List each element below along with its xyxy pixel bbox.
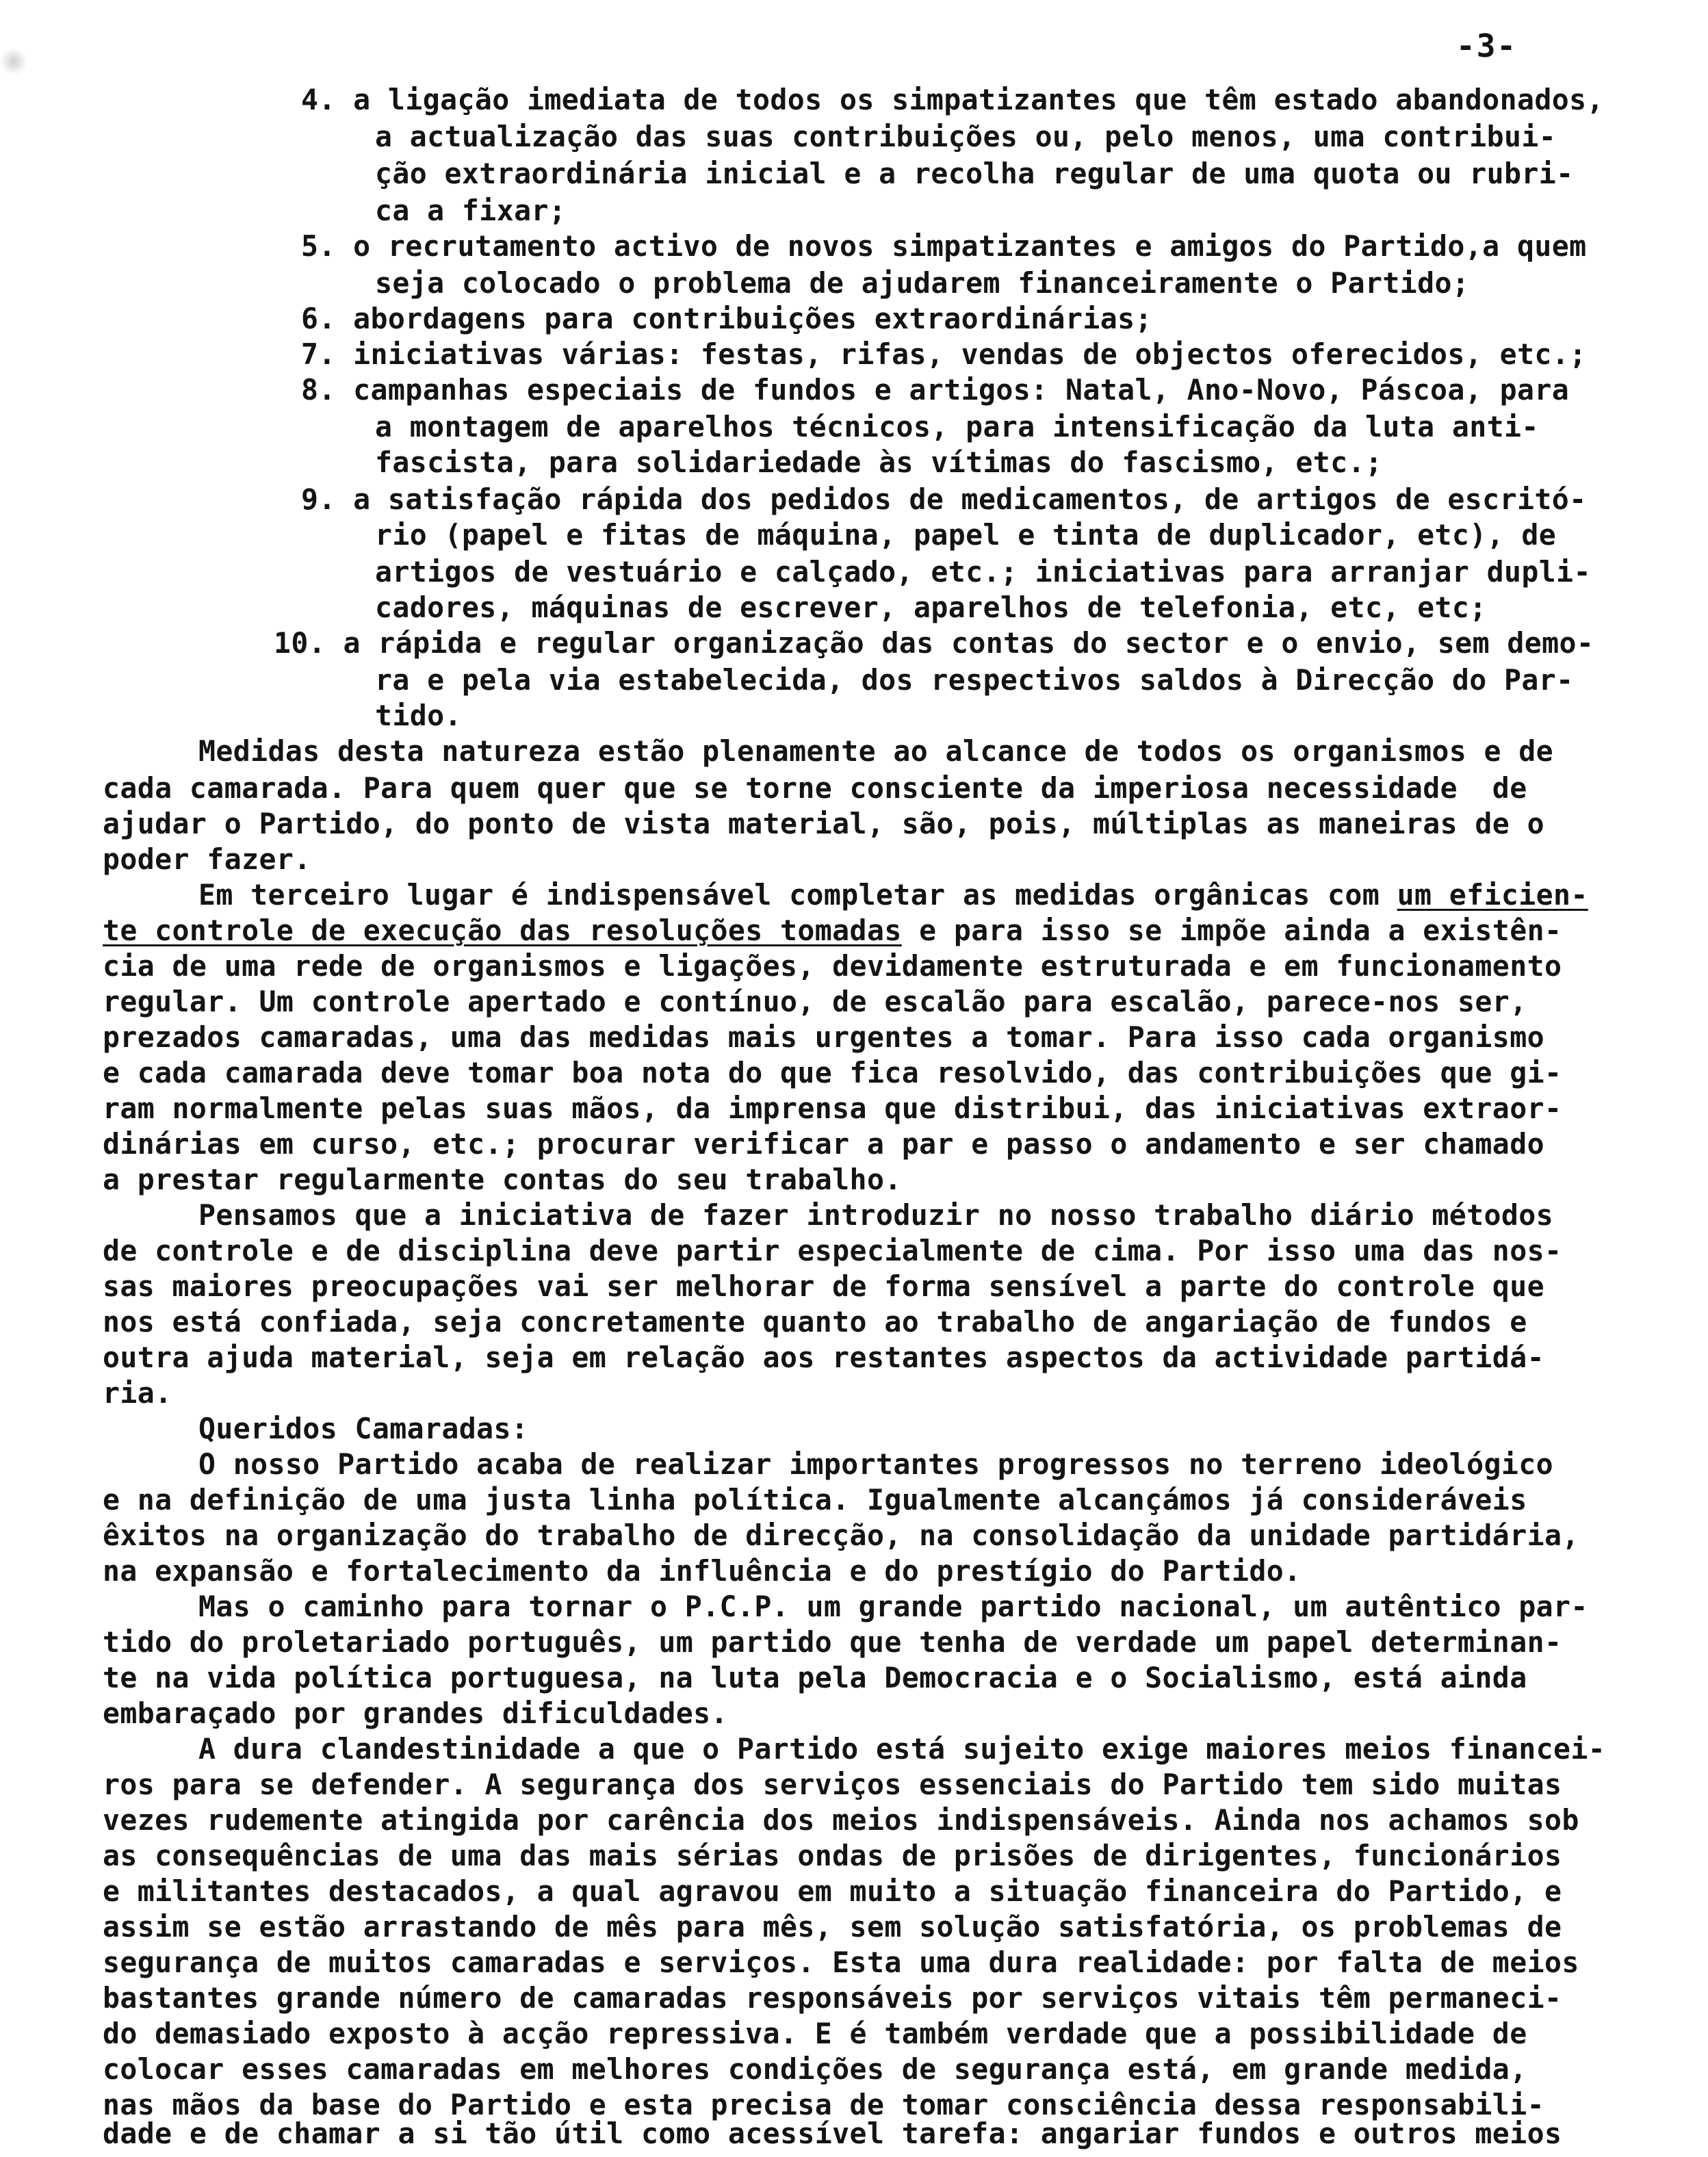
paragraph-line: as consequências de uma das mais sérias ondas de prisões de dirigentes, funcionários xyxy=(103,1839,1562,1872)
paragraph-line: bastantes grande número de camaradas responsáveis por serviços vitais têm permaneci- xyxy=(103,1981,1562,2015)
paragraph-line: embaraçado por grandes dificuldades. xyxy=(103,1696,728,1730)
paragraph-line: ram normalmente pelas suas mãos, da imprensa que distribui, das iniciativas extraor- xyxy=(103,1092,1562,1125)
list-item-4-line-4: ca a fixar; xyxy=(375,194,567,227)
paragraph-line: O nosso Partido acaba de realizar importantes progressos no terreno ideológico xyxy=(198,1447,1554,1481)
list-item-9-line-4: cadores, máquinas de escrever, aparelhos de telefonia, etc, etc; xyxy=(375,591,1487,624)
paragraph-line: do demasiado exposto à acção repressiva. E é também verdade que a possibilidade de xyxy=(103,2017,1527,2050)
list-item-8-line-1: 8. campanhas especiais de fundos e artigos: Natal, Ano-Novo, Páscoa, para xyxy=(301,373,1570,406)
list-item-9-line-2: rio (papel e fitas de máquina, papel e tinta de duplicador, etc), de xyxy=(375,518,1557,552)
paragraph-line: poder fazer. xyxy=(103,842,311,876)
paragraph-line: êxitos na organização do trabalho de direcção, na consolidação da unidade partidária, xyxy=(103,1519,1579,1552)
list-item-8-line-2: a montagem de aparelhos técnicos, para intensificação da luta anti- xyxy=(375,410,1539,443)
paragraph-line: nas mãos da base do Partido e esta precisa de tomar consciência dessa responsabili- xyxy=(103,2088,1544,2121)
paragraph-text: Em terceiro lugar é indispensável completar as medidas orgânicas com xyxy=(198,878,1397,912)
paragraph-line: te na vida política portuguesa, na luta pela Democracia e o Socialismo, está ainda xyxy=(103,1661,1527,1694)
paragraph-line: nos está confiada, seja concretamente quanto ao trabalho de angariação de fundos e xyxy=(103,1305,1527,1339)
list-item-10-line-3: tido. xyxy=(375,699,462,732)
paragraph-line: sas maiores preocupações vai ser melhorar de forma sensível a parte do controle que xyxy=(103,1269,1544,1303)
paragraph-line: regular. Um controle apertado e contínuo, de escalão para escalão, parece-nos ser, xyxy=(103,985,1527,1018)
paragraph-line: dade e de chamar a si tão útil como acessível tarefa: angariar fundos e outros meios xyxy=(103,2117,1562,2150)
paragraph-line: ria. xyxy=(103,1376,172,1410)
paragraph-line: na expansão e fortalecimento da influência e do prestígio do Partido. xyxy=(103,1554,1302,1588)
paragraph-line: ajudar o Partido, do ponto de vista material, são, pois, múltiplas as maneiras de o xyxy=(103,807,1544,840)
list-item-7: 7. iniciativas várias: festas, rifas, vendas de objectos oferecidos, etc.; xyxy=(301,337,1587,371)
paragraph-line: vezes rudemente atingida por carência dos meios indispensáveis. Ainda nos achamos sob xyxy=(103,1803,1579,1837)
paragraph-line-with-emphasis xyxy=(198,877,1588,913)
paragraph-line: outra ajuda material, seja em relação aos restantes aspectos da actividade partidá- xyxy=(103,1341,1544,1374)
paragraph-line: a prestar regularmente contas do seu trabalho. xyxy=(103,1163,902,1196)
list-item-8-line-3: fascista, para solidariedade às vítimas do fascismo, etc.; xyxy=(375,445,1383,479)
list-item-9-line-3: artigos de vestuário e calçado, etc.; iniciativas para arranjar dupli- xyxy=(375,555,1591,589)
paragraph-line: tido do proletariado português, um partido que tenha de verdade um papel determinan- xyxy=(103,1625,1562,1659)
list-item-4-line-2: a actualização das suas contribuições ou, pelo menos, uma contribui- xyxy=(375,120,1557,153)
paragraph-line: e cada camarada deve tomar boa nota do que fica resolvido, das contribuições que gi- xyxy=(103,1056,1562,1089)
list-item-5-line-1: 5. o recrutamento activo de novos simpatizantes e amigos do Partido,a quem xyxy=(301,229,1587,263)
paragraph-line: e militantes destacados, a qual agravou em muito a situação financeira do Partido, e xyxy=(103,1874,1562,1908)
scan-smudge xyxy=(0,48,27,75)
list-item-10-line-1: 10. a rápida e regular organização das contas do sector e o envio, sem demo- xyxy=(274,626,1594,660)
salutation: Queridos Camaradas: xyxy=(198,1412,529,1445)
paragraph-text: e para isso se impõe ainda a existên- xyxy=(901,914,1562,947)
paragraph-line: A dura clandestinidade a que o Partido está sujeito exige maiores meios financei- xyxy=(198,1732,1606,1766)
paragraph-line: de controle e de disciplina deve partir especialmente de cima. Por isso uma das nos- xyxy=(103,1234,1562,1267)
paragraph-line: cia de uma rede de organismos e ligações, devidamente estruturada e em funcionamento xyxy=(103,949,1562,983)
paragraph-line: Mas o caminho para tornar o P.C.P. um grande partido nacional, um autêntico par- xyxy=(198,1590,1588,1623)
list-item-4-line-1: 4. a ligação imediata de todos os simpatizantes que têm estado abandonados, xyxy=(301,83,1604,116)
paragraph-line: e na definição de uma justa linha política. Igualmente alcançámos já consideráveis xyxy=(103,1483,1527,1516)
paragraph-line: dinárias em curso, etc.; procurar verificar a par e passo o andamento e ser chamado xyxy=(103,1127,1544,1161)
page-number: -3- xyxy=(1456,27,1518,64)
paragraph-line: assim se estão arrastando de mês para mês, sem solução satisfatória, os problemas de xyxy=(103,1910,1562,1943)
paragraph-line: colocar esses camaradas em melhores condições de segurança está, em grande medida, xyxy=(103,2052,1527,2086)
paragraph-line: ros para se defender. A segurança dos serviços essenciais do Partido tem sido muitas xyxy=(103,1768,1562,1801)
list-item-5-line-2: seja colocado o problema de ajudarem financeiramente o Partido; xyxy=(375,266,1470,300)
list-item-6: 6. abordagens para contribuições extraordinárias; xyxy=(301,302,1152,335)
paragraph-line: cada camarada. Para quem quer que se torne consciente da imperiosa necessidade de xyxy=(103,771,1527,805)
paragraph-line-with-emphasis xyxy=(103,913,1562,948)
paragraph-line: Medidas desta natureza estão plenamente ao alcance de todos os organismos e de xyxy=(198,734,1554,768)
underlined-phrase: um eficien- xyxy=(1397,878,1588,912)
list-item-9-line-1: 9. a satisfação rápida dos pedidos de medicamentos, de artigos de escritó- xyxy=(301,482,1587,516)
list-item-10-line-2: ra e pela via estabelecida, dos respectivos saldos à Direcção do Par- xyxy=(375,663,1574,697)
list-item-4-line-3: ção extraordinária inicial e a recolha regular de uma quota ou rubri- xyxy=(375,157,1574,190)
paragraph-line: Pensamos que a iniciativa de fazer introduzir no nosso trabalho diário métodos xyxy=(198,1198,1554,1232)
paragraph-line: prezados camaradas, uma das medidas mais urgentes a tomar. Para isso cada organismo xyxy=(103,1020,1544,1054)
underlined-phrase: te controle de execução das resoluções tomadas xyxy=(103,914,902,947)
paragraph-line: segurança de muitos camaradas e serviços. Esta uma dura realidade: por falta de meios xyxy=(103,1946,1579,1979)
